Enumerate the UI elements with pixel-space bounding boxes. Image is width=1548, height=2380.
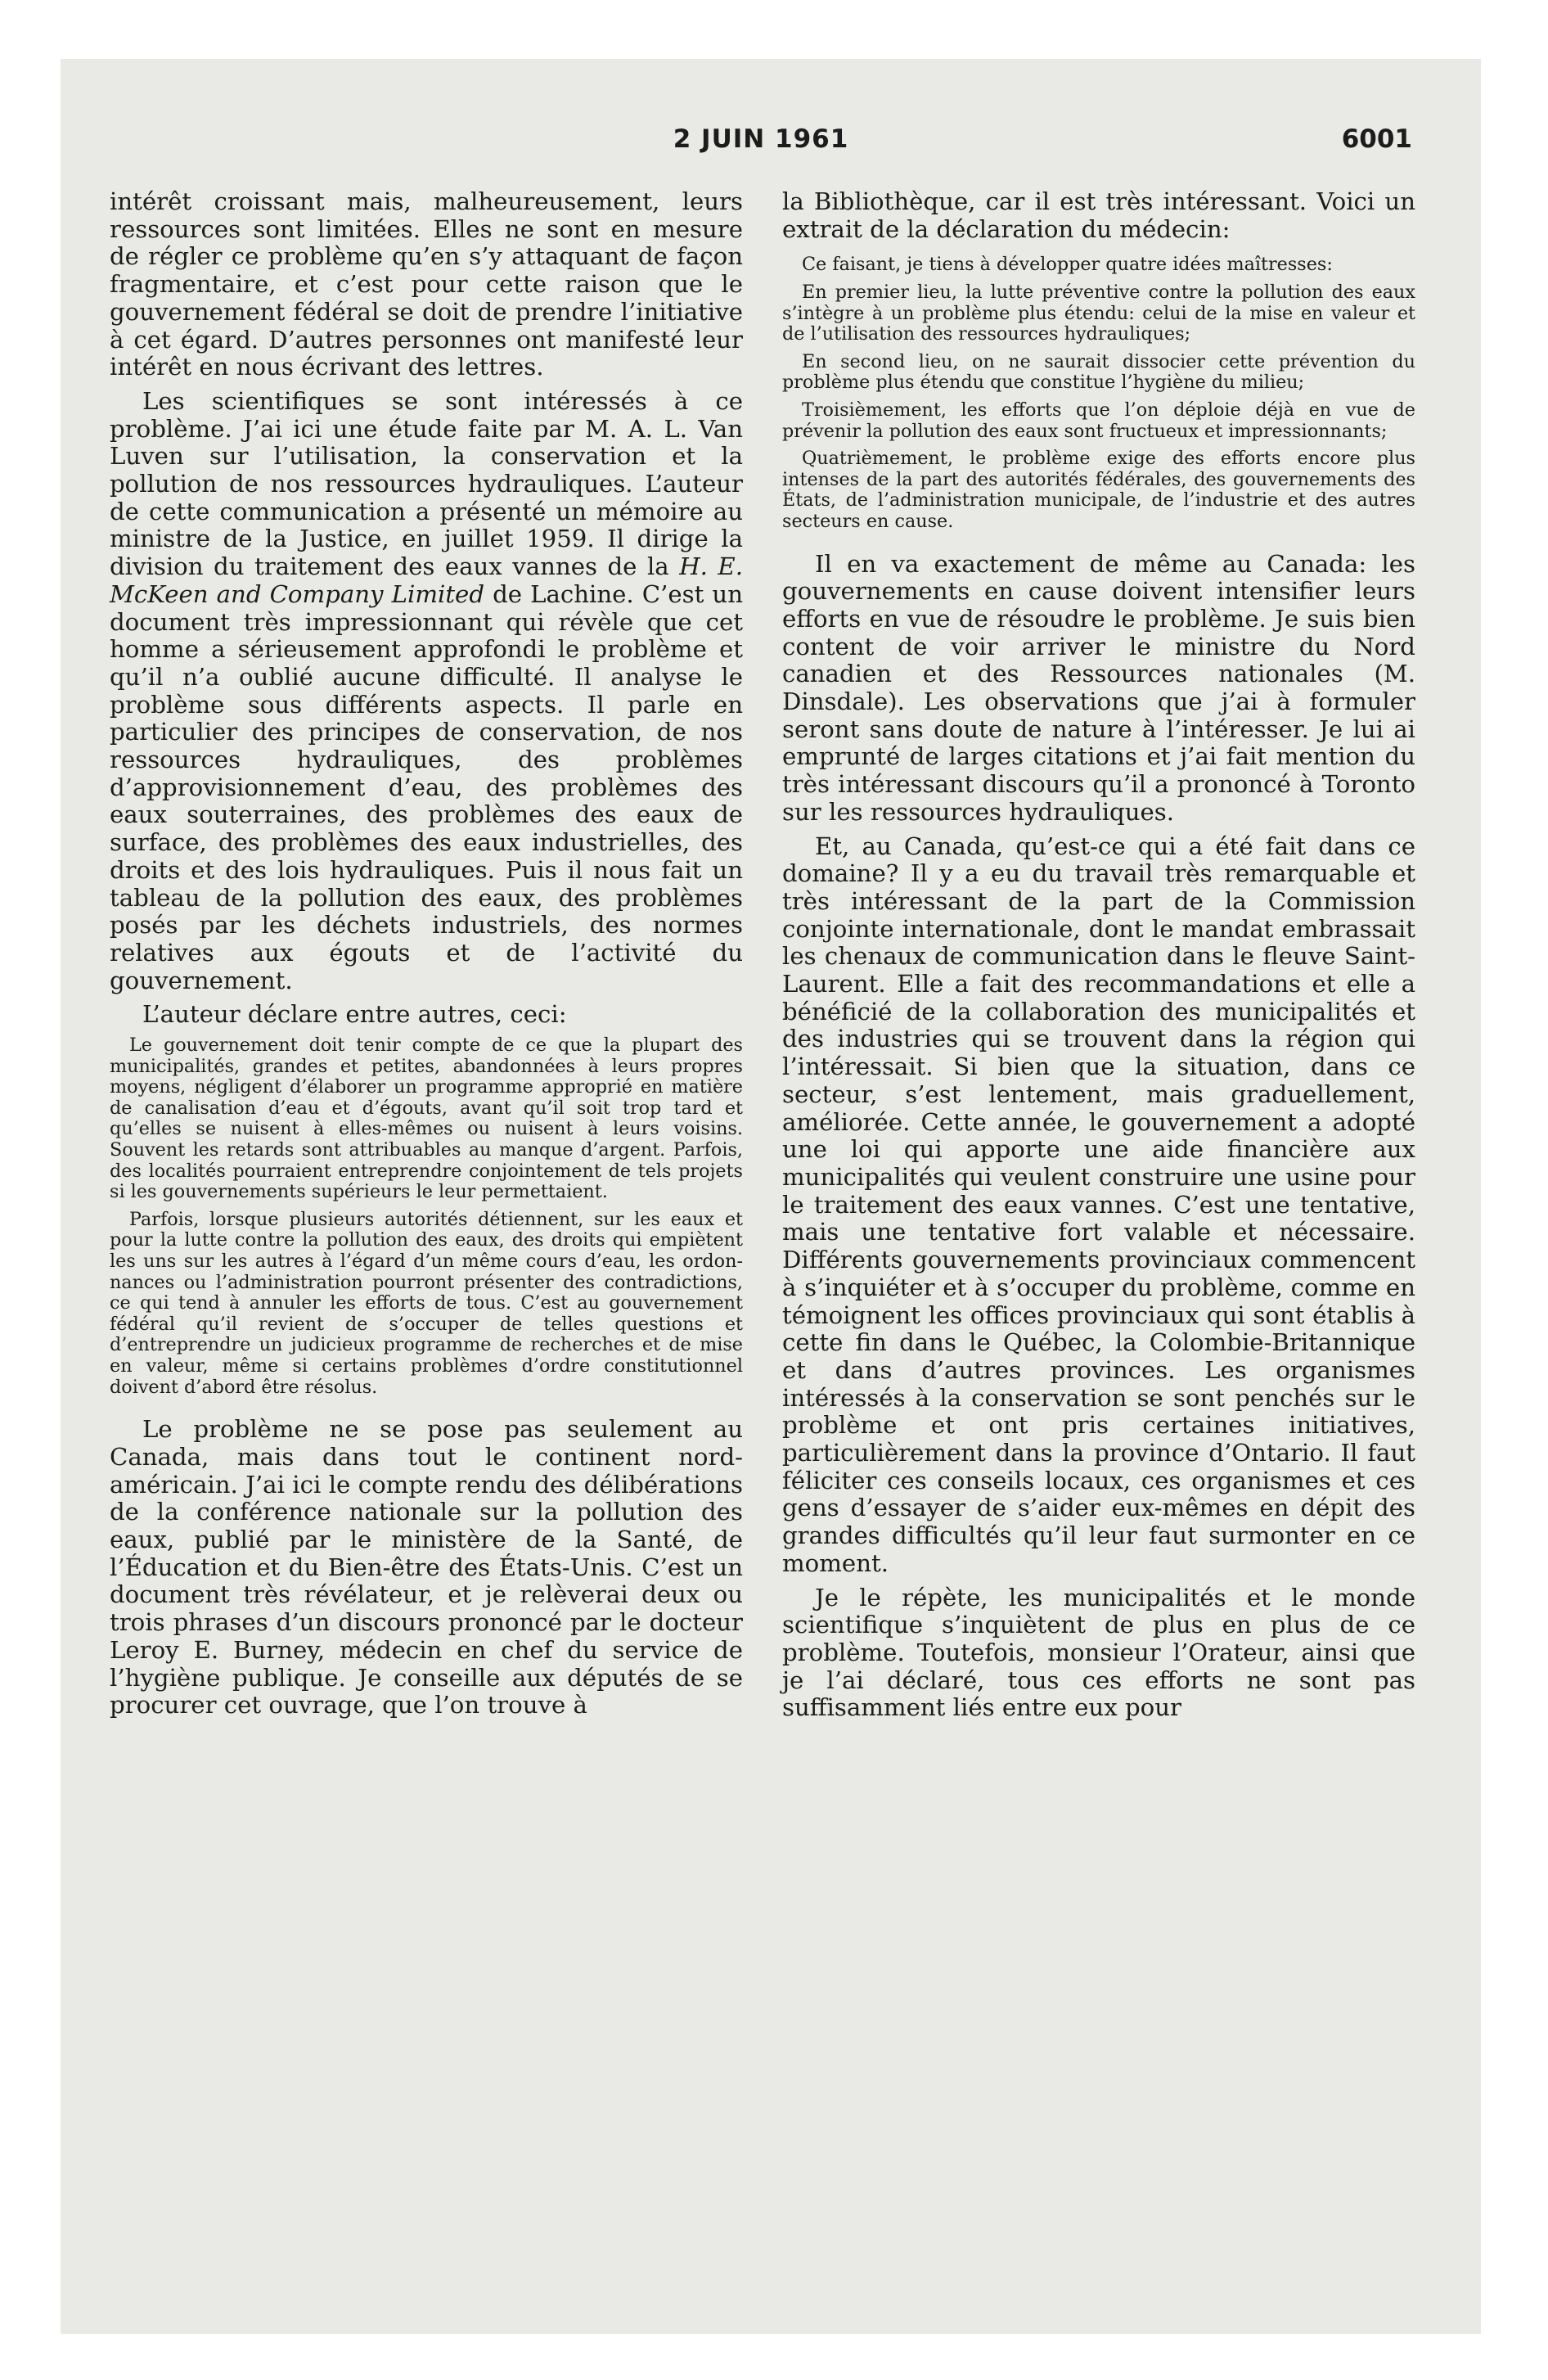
left-paragraph-1: intérêt croissant mais, malheureusement, leurs ressources sont limitées. Elles ne sont en mesure de régler ce problème qu’en s’y attaquant de façon fragmentaire, et c’est pour cette raison que le gouvernement fédéral se doit de prendre l’initiative à cet égard. D’autres personnes ont manifesté leur intérêt en nous écrivant des lettres. [110, 187, 743, 381]
company-name: H. E. McKeen and Company Limited [110, 552, 743, 608]
left-paragraph-2-text-b: de Lachine. C’est un document très impressionnant qui révèle que cet homme a sérieusement approfondi le problème et qu’il n’a oublié aucune difficulté. Il analyse le problème sous différents aspects. Il parle en particulier des principes de conservation, de nos ressources hydrauliques, des problèmes d’approvisionnement d’eau, des problèmes des eaux souterraines, des problèmes des eaux de surface, des problèmes des eaux industrielles, des droits et des lois hydrauliques. Puis il nous fait un tableau de la pollution des eaux, des problèmes posés par les déchets industriels, des normes relatives aux égouts et de l’activité du gouvernement. [110, 579, 743, 994]
page-header [110, 124, 1412, 165]
left-paragraph-2-text-a: Les scientifiques se sont intéressés à ce problème. J’ai ici une étude faite par M. A. L. Van Luven sur l’utilisation, la conservation et la pollution de nos ressources hydrauliques. L’auteur de cette communication a présenté un mémoire au ministre de la Justice, en juillet 1959. Il dirige la division du traitement des eaux vannes de la [110, 386, 743, 581]
left-paragraph-2 [110, 388, 743, 994]
right-paragraph-1: la Bibliothèque, car il est très intéressant. Voici un extrait de la déclaration du médecin: [782, 187, 1415, 243]
right-paragraph-3: Et, au Canada, qu’est-ce qui a été fait dans ce domaine? Il y a eu du travail très remarquable et très intéressant de la part de la Commission conjointe internationale, dont le mandat embrassait les chenaux de communication dans le fleuve Saint-Laurent. Elle a fait des recommandations et elle a bénéficié de la collaboration des municipalités et des industries qui se trouvent dans la région qui l’intéressait. Si bien que la situation, dans ce secteur, s’est lentement, mais graduellement, améliorée. Cette année, le gouvernement a adopté une loi qui apporte une aide financière aux municipalités qui veulent construire une usine pour le traitement des eaux vannes. C’est une tentative, mais une tentative fort valable et nécessaire. Différents gouvernements provinciaux commencent à s’inquiéter et à s’occuper du problème, comme en témoignent les offices provinciaux qui sont établis à cette fin dans le Québec, la Colombie-Britannique et dans d’autres provinces. Les organismes intéressés à la conservation se sont penchés sur le problème et ont pris certaines initiatives, particulièrement dans la province d’Ontario. Il faut féliciter ces conseils locaux, ces organismes et ces gens d’essayer de s’aider eux-mêmes en dépit des grandes difficultés qu’il leur faut surmonter en ce moment. [782, 832, 1415, 1577]
left-paragraph-3: L’auteur déclare entre autres, ceci: [142, 1000, 567, 1029]
left-column [110, 188, 743, 1720]
right-quote-2: En premier lieu, la lutte préventive contre la pollution des eaux s’intègre à un problème plus étendu: celui de la mise en valeur et de l’utilisation des ressources hydrauliques; [782, 282, 1415, 345]
right-paragraph-2: Il en va exactement de même au Canada: les gouvernements en cause doivent intensifier leurs efforts en vue de résoudre le problème. Je suis bien content de voir arriver le ministre du Nord canadien et des Ressources nationales (M. Dinsdale). Les observations que j’ai à formuler seront sans doute de nature à l’intéresser. Je lui ai emprunté de larges citations et j’ai fait mention du très intéressant discours qu’il a prononcé à Toronto sur les ressources hydrauliques. [782, 549, 1415, 826]
right-paragraph-4: Je le répète, les municipalités et le monde scientifique s’inquiètent de plus en plus de ce problème. Toutefois, monsieur l’Orateur, ainsi que je l’ai déclaré, tous ces efforts ne sont pas suffisamment liés entre eux pour [782, 1583, 1415, 1722]
page-number: 6001 [1341, 124, 1412, 154]
page-date: 2 JUIN 1961 [673, 124, 849, 154]
left-paragraph-4: Le problème ne se pose pas seulement au Canada, mais dans tout le continent nord-américain. J’ai ici le compte rendu des délibérations de la conférence nationale sur la pollution des eaux, publié par le ministère de la Santé, de l’Éducation et du Bien-être des États-Unis. C’est un document très révélateur, et je relèverai deux ou trois phrases d’un discours prononcé par le docteur Leroy E. Burney, médecin en chef du service de l’hygiène publique. Je conseille aux députés de se procurer cet ouvrage, que l’on trouve à [110, 1415, 743, 1720]
right-quote-3: En second lieu, on ne saurait dissocier cette prévention du problème plus étendu que constitue l’hygiène du milieu; [782, 350, 1415, 394]
left-quote-1: Le gouvernement doit tenir compte de ce que la plupart des municipalités, grandes et petites, abandonnées à leurs propres moyens, négligent d’élaborer un programme approprié en matière de canalisation d’eau et d’égouts, avant qu’il soit trop tard et qu’elles se nuisent à elles-mêmes ou nuisent à leurs voisins. Souvent les retards sont attribuables au manque d’argent. Parfois, des localités pourraient entreprendre conjointement de tels projets si les gouvernements supérieurs le leur permettaient. [110, 1034, 743, 1203]
left-quote-2: Parfois, lorsque plusieurs autorités détiennent, sur les eaux et pour la lutte contre la pollution des eaux, des droits qui empiètent les uns sur les autres à l’égard d’un même cours d’eau, les ordonnances ou l’administration pourront présenter des contradictions, ce qui tend à annuler les efforts de tous. C’est au gouvernement fédéral qu’il revient de s’occuper de telles questions et d’entreprendre un judicieux programme de recherches et de mise en valeur, même si certains problèmes d’ordre constitutionnel doivent d’abord être résolus. [110, 1208, 743, 1398]
right-quote-5: Quatrièmement, le problème exige des efforts encore plus intenses de la part des autorités fédérales, des gouvernements des États, de l’administration municipale, de l’industrie et des autres secteurs en cause. [782, 448, 1415, 532]
right-quote-1: Ce faisant, je tiens à développer quatre idées maîtresses: [802, 254, 1333, 276]
right-column [782, 188, 1415, 1722]
right-quote-4: Troisièmement, les efforts que l’on déploie déjà en vue de prévenir la pollution des eaux sont fructueux et impressionnants; [782, 399, 1415, 442]
